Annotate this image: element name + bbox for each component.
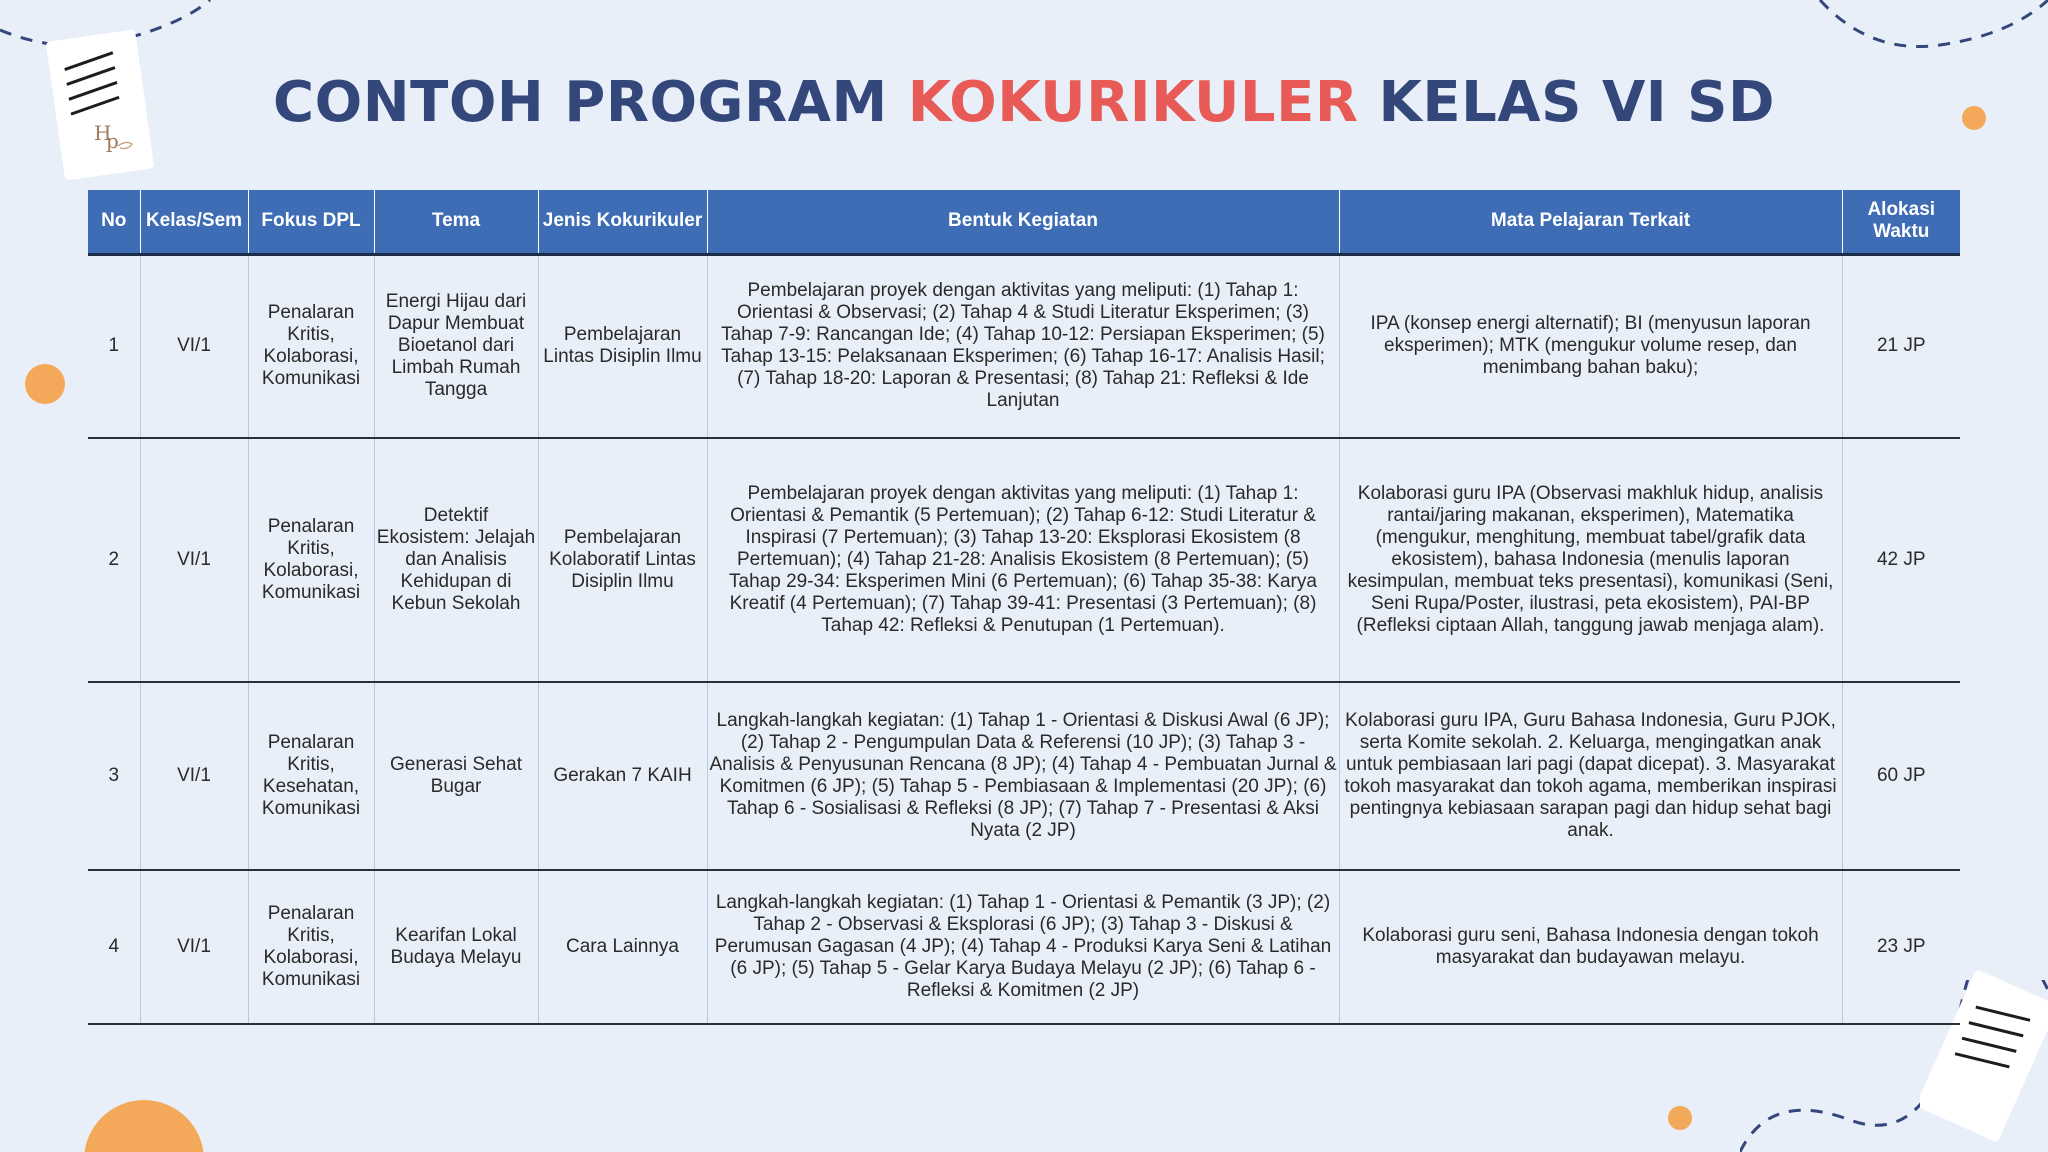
- cell-jenis: Pembelajaran Lintas Disiplin Ilmu: [538, 254, 707, 438]
- cell-mapel: Kolaborasi guru IPA (Observasi makhluk hidup, analisis rantai/jaring makanan, eksperimen), Matematika (mengukur, menghitung, membuat tabel/grafik data ekosistem), bahasa Indonesia (menulis laporan kesimpulan, membuat teks presentasi), komunikasi (Seni, Seni Rupa/Poster, ilustrasi, peta ekosistem), PAI-BP (Refleksi ciptaan Allah, tanggung jawab menjaga alam).: [1339, 438, 1842, 682]
- cell-alokasi: 60 JP: [1842, 682, 1960, 870]
- cell-no: 4: [88, 870, 140, 1024]
- table-row: [88, 870, 1960, 1024]
- cell-alokasi: 23 JP: [1842, 870, 1960, 1024]
- cell-fokus: Penalaran Kritis, Kolaborasi, Komunikasi: [248, 254, 374, 438]
- cell-no: 2: [88, 438, 140, 682]
- title-part-2: KELAS VI SD: [1358, 70, 1775, 135]
- orange-dot-bottom-right: [1668, 1106, 1692, 1130]
- table-header-row: [88, 190, 1960, 254]
- title-accent: KOKURIKULER: [907, 70, 1359, 135]
- header-jenis: Jenis Kokurikuler: [538, 190, 707, 254]
- cell-mapel: Kolaborasi guru seni, Bahasa Indonesia dengan tokoh masyarakat dan budayawan melayu.: [1339, 870, 1842, 1024]
- cell-alokasi: 21 JP: [1842, 254, 1960, 438]
- cell-tema: Energi Hijau dari Dapur Membuat Bioetanol dari Limbah Rumah Tangga: [374, 254, 538, 438]
- header-fokus: Fokus DPL: [248, 190, 374, 254]
- header-mapel: Mata Pelajaran Terkait: [1339, 190, 1842, 254]
- cell-jenis: Cara Lainnya: [538, 870, 707, 1024]
- cell-jenis: Pembelajaran Kolaboratif Lintas Disiplin Ilmu: [538, 438, 707, 682]
- cell-bentuk: Pembelajaran proyek dengan aktivitas yang meliputi: (1) Tahap 1: Orientasi & Pemantik (5 Pertemuan); (2) Tahap 6-12: Studi Literatur & Inspirasi (7 Pertemuan); (3) Tahap 13-20: Eksplorasi Ekosistem (8 Pertemuan); (4) Tahap 21-28: Analisis Ekosistem (8 Pertemuan); (5) Tahap 29-34: Eksperimen Mini (6 Pertemuan); (6) Tahap 35-38: Karya Kreatif (4 Pertemuan); (7) Tahap 39-41: Presentasi (3 Pertemuan); (8) Tahap 42: Refleksi & Penutupan (1 Pertemuan).: [707, 438, 1339, 682]
- cell-no: 3: [88, 682, 140, 870]
- page-title: [0, 70, 2048, 135]
- svg-text:p: p: [106, 129, 119, 153]
- top-right-dashed-curve: [1800, 0, 2048, 60]
- cell-kelas: VI/1: [140, 438, 248, 682]
- program-table: [88, 190, 1960, 1025]
- cell-tema: Detektif Ekosistem: Jelajah dan Analisis Kehidupan di Kebun Sekolah: [374, 438, 538, 682]
- cell-kelas: VI/1: [140, 682, 248, 870]
- header-kelas: Kelas/Sem: [140, 190, 248, 254]
- cell-tema: Generasi Sehat Bugar: [374, 682, 538, 870]
- header-bentuk: Bentuk Kegiatan: [707, 190, 1339, 254]
- cell-jenis: Gerakan 7 KAIH: [538, 682, 707, 870]
- header-alokasi: Alokasi Waktu: [1842, 190, 1960, 254]
- cell-bentuk: Langkah-langkah kegiatan: (1) Tahap 1 - Orientasi & Diskusi Awal (6 JP); (2) Tahap 2 - Pengumpulan Data & Referensi (10 JP); (3) Tahap 3 - Analisis & Penyusunan Rencana (8 JP); (4) Tahap 4 - Pembuatan Jurnal & Komitmen (6 JP); (5) Tahap 5 - Pembiasaan & Implementasi (20 JP); (6) Tahap 6 - Sosialisasi & Refleksi (8 JP); (7) Tahap 7 - Presentasi & Aksi Nyata (2 JP): [707, 682, 1339, 870]
- orange-dot-left: [25, 364, 65, 404]
- svg-text:H: H: [94, 121, 112, 145]
- cell-tema: Kearifan Lokal Budaya Melayu: [374, 870, 538, 1024]
- cell-mapel: Kolaborasi guru IPA, Guru Bahasa Indonesia, Guru PJOK, serta Komite sekolah. 2. Keluarga, mengingatkan anak untuk pembiasaan lari pagi (dapat dicepat). 3. Masyarakat tokoh masyarakat dan tokoh agama, memberikan inspirasi pentingnya kebiasaan sarapan pagi dan hidup sehat bagi anak.: [1339, 682, 1842, 870]
- header-tema: Tema: [374, 190, 538, 254]
- table-row: [88, 254, 1960, 438]
- orange-circle-bottom-left: [84, 1098, 204, 1152]
- cell-kelas: VI/1: [140, 254, 248, 438]
- cell-fokus: Penalaran Kritis, Kolaborasi, Komunikasi: [248, 438, 374, 682]
- cell-alokasi: 42 JP: [1842, 438, 1960, 682]
- cell-bentuk: Langkah-langkah kegiatan: (1) Tahap 1 - Orientasi & Pemantik (3 JP); (2) Tahap 2 - Observasi & Eksplorasi (6 JP); (3) Tahap 3 - Diskusi & Perumusan Gagasan (4 JP); (4) Tahap 4 - Produksi Karya Seni & Latihan (6 JP); (5) Tahap 5 - Gelar Karya Budaya Melayu (2 JP); (6) Tahap 6 - Refleksi & Komitmen (2 JP): [707, 870, 1339, 1024]
- cell-no: 1: [88, 254, 140, 438]
- cell-bentuk: Pembelajaran proyek dengan aktivitas yang meliputi: (1) Tahap 1: Orientasi & Observasi; (2) Tahap 4 & Studi Literatur Eksperimen; (3) Tahap 7-9: Rancangan Ide; (4) Tahap 10-12: Persiapan Eksperimen; (5) Tahap 13-15: Pelaksanaan Eksperimen; (6) Tahap 16-17: Analisis Hasil; (7) Tahap 18-20: Laporan & Presentasi; (8) Tahap 21: Refleksi & Ide Lanjutan: [707, 254, 1339, 438]
- cell-fokus: Penalaran Kritis, Kolaborasi, Komunikasi: [248, 870, 374, 1024]
- title-part-1: CONTOH PROGRAM: [273, 70, 908, 135]
- table-row: [88, 682, 1960, 870]
- header-no: No: [88, 190, 140, 254]
- cell-kelas: VI/1: [140, 870, 248, 1024]
- table-row: [88, 438, 1960, 682]
- cell-mapel: IPA (konsep energi alternatif); BI (menyusun laporan eksperimen); MTK (mengukur volume resep, dan menimbang bahan baku);: [1339, 254, 1842, 438]
- cell-fokus: Penalaran Kritis, Kesehatan, Komunikasi: [248, 682, 374, 870]
